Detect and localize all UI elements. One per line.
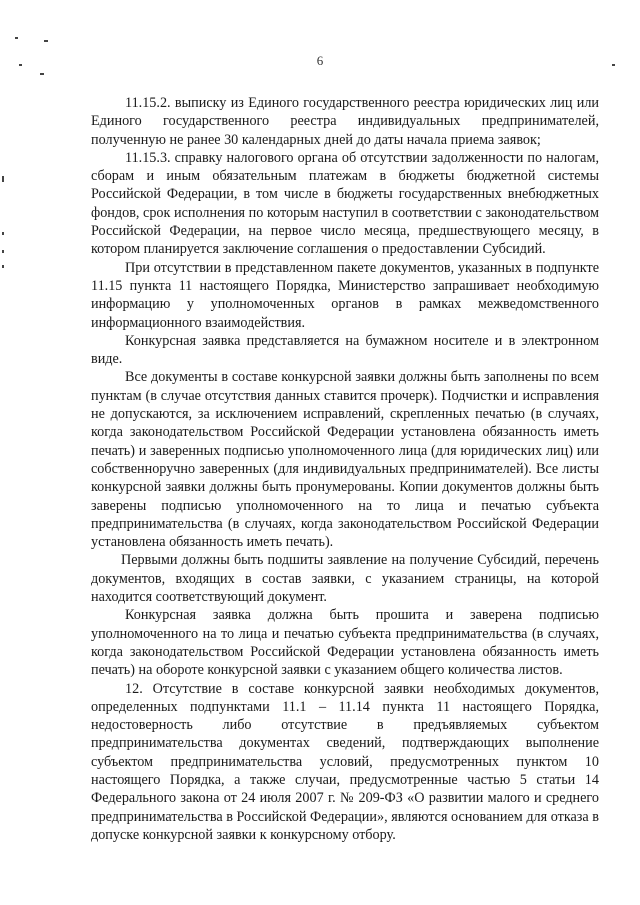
document-body — [91, 94, 599, 844]
paragraph-11-15-2: 11.15.2. выписку из Единого государственного реестра юридических лиц или Единого государственного реестра индивидуальных предпринимателей, полученную не ранее 30 календарных дней до даты начала приема заявок; — [91, 95, 599, 148]
paragraph-submission-format: Конкурсная заявка представляется на бумажном носителе и в электронном виде. — [91, 332, 599, 368]
page-number: 6 — [316, 53, 324, 68]
scan-mark — [2, 176, 4, 182]
scan-mark — [2, 265, 4, 268]
scan-mark — [15, 37, 18, 39]
scan-mark — [2, 232, 4, 235]
paragraph-12-rejection-grounds: 12. Отсутствие в составе конкурсной заявки необходимых документов, определенных подпунктами 11.1 – 11.14 пункта 11 настоящего Порядка, недостоверность либо отсутствие в предъявляемых субъектом предпринимательства документах сведений, подтверждающих выполнение субъектом предпринимательства условий, предусмотренных пунктом 10 настоящего Порядка, а также случаи, предусмотренные частью 5 статьи 14 Федерального закона от 24 июля 2007 г. № 209-ФЗ «О развитии малого и среднего предпринимательства в Российской Федерации», являются основанием для отказа в допуске конкурсной заявки к конкурсному отбору. — [91, 680, 599, 843]
paragraph-11-15-3: 11.15.3. справку налогового органа об отсутствии задолженности по налогам, сборам и иным обязательным платежам в бюджеты бюджетной системы Российской Федерации, в том числе в бюджеты государственных внебюджетных фондов, срок исполнения по которым наступил в соответствии с законодательством Российской Федерации, на первое число месяца, предшествующего месяцу, в котором планируется заключение соглашения о предоставлении Субсидий. — [91, 149, 599, 258]
paragraph-interagency-request: При отсутствии в представленном пакете документов, указанных в подпункте 11.15 пункта 11 настоящего Порядка, Министерство запрашивает необходимую информацию у уполномоченных органов в рамках межведомственного информационного взаимодействия. — [91, 259, 599, 331]
scan-mark — [2, 250, 4, 253]
scan-mark — [44, 40, 48, 42]
paragraph-binding-certification: Конкурсная заявка должна быть прошита и заверена подписью уполномоченного на то лица и печатью субъекта предпринимательства (в случаях, когда законодательством Российской Федерации установлена обязанность иметь печать) на обороте конкурсной заявки с указанием общего количества листов. — [91, 607, 599, 679]
paragraph-binding-order: Первыми должны быть подшиты заявление на получение Субсидий, перечень документов, входящих в состав заявки, с указанием страницы, на которой находится соответствующий документ. — [91, 552, 599, 606]
scan-mark — [40, 73, 44, 75]
paragraph-document-requirements: Все документы в составе конкурсной заявки должны быть заполнены по всем пунктам (в случае отсутствия данных ставится прочерк). Подчистки и исправления не допускаются, за исключением исправлений, скрепленных печатью (в случаях, когда законодательством Российской Федерации установлена обязанность иметь печать) и заверенных подписью уполномоченного лица (для юридических лиц) или собственноручно заверенных (для индивидуальных предпринимателей). Все листы конкурсной заявки должны быть пронумерованы. Копии документов должны быть заверены подписью уполномоченного на то лица и печатью субъекта предпринимательства (в случаях, когда законодательством Российской Федерации установлена обязанность иметь печать). — [91, 369, 599, 551]
